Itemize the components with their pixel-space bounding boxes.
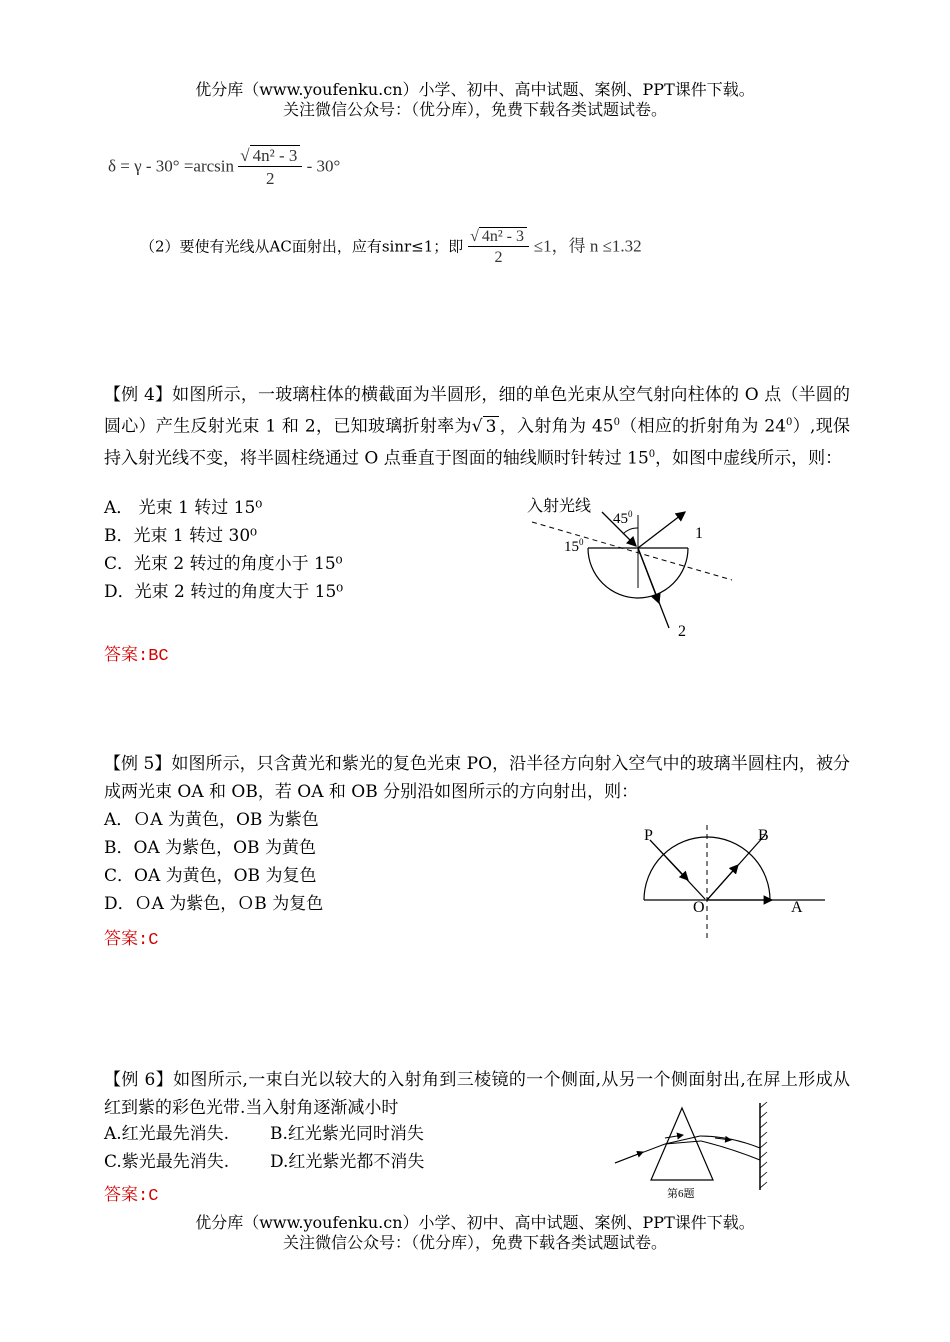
- ex4-fig-angle-15: $15^0$: [564, 537, 584, 555]
- part2-fraction: $\frac{\text{√ 4n² - 3}}{2}$: [468, 228, 529, 267]
- ex4-option-d: D．光束 2 转过的角度大于 15⁰: [104, 582, 344, 602]
- ex4-answer: 答案:BC: [104, 647, 169, 666]
- ex6-fig-screen-hatch: [760, 1102, 767, 1188]
- ex5-fig-label-a: A: [791, 899, 803, 916]
- ex5-text: 如图所示，只含黄光和紫光的复色光束 PO，沿半径方向射入空气中的玻璃半圆柱内，被分成两光束 OA 和 OB，若 OA 和 OB 分别沿如图所示的方向射出，则：: [104, 754, 850, 802]
- ex6-fig-inner-arrow: [665, 1135, 683, 1138]
- ex5-option-d: D．ＯA 为紫色，ＯB 为复色: [104, 894, 324, 914]
- ex6-option-b: B.红光紫光同时消失: [270, 1124, 424, 1144]
- ex5-question: [104, 750, 850, 806]
- part2-prefix: （2）要使有光线从AC面射出，应有sinr≤1；即: [140, 237, 464, 256]
- ex6-text: 如图所示,一束白光以较大的入射角到三棱镜的一个侧面,从另一个侧面射出,在屏上形成从红到紫的彩色光带.当入射角逐渐减小时: [104, 1070, 850, 1118]
- ex5-fig-label-p: P: [644, 827, 653, 844]
- ex4-deg-2: 0: [786, 417, 793, 428]
- ex6-fig-incident-arrow: [615, 1152, 643, 1163]
- ex4-tag: 【例 4】: [104, 385, 173, 405]
- ex6-tag: 【例 6】: [104, 1070, 174, 1090]
- ex6-option-a: A.红光最先消失.: [104, 1124, 230, 1144]
- ex4-question: 【例 4】如图所示，一玻璃柱体的横截面为半圆形，细的单色光束从空气射向柱体的 O 点（半圆的圆心）产生反射光束 1 和 2，已知玻璃折射率为√ 3 ，入射角为 $45^0$（相应的折射角为 $24^0$）,现保持入射光线不变，将半圆柱绕通过 O 点垂直于图面的轴线顺时针转过 $15^0$，如图中虚线所示，则：: [104, 385, 850, 469]
- ex5-tag: 【例 5】: [104, 754, 172, 774]
- ex4-fig-label-2: 2: [678, 623, 686, 640]
- ex4-fig-incident-label: 入射光线: [527, 498, 592, 515]
- ex6-fig-exit-ray-1: [700, 1136, 760, 1148]
- ex4-fig-angle-arc: [623, 528, 638, 534]
- ex4-sqrt: 3: [483, 416, 500, 437]
- header-line-2: 关注微信公众号：（优分库），免费下载各类试题试卷。: [282, 100, 667, 119]
- ex4-fig-label-1: 1: [695, 525, 703, 542]
- ex4-option-b: B．光束 1 转过 30⁰: [104, 526, 257, 546]
- ex5-option-a: A．ＯA 为黄色，OB 为紫色: [104, 810, 319, 830]
- footer-line-2: 关注微信公众号：（优分库），免费下载各类试题试卷。: [282, 1233, 667, 1252]
- ex6-option-c: C.紫光最先消失.: [104, 1152, 230, 1172]
- header-line-1: 优分库（www.youfenku.cn）小学、初中、高中试题、案例、PPT课件下载。: [195, 80, 755, 99]
- ex4-fig-angle-45: $45^0$: [613, 509, 633, 527]
- ex4-text-a: 如图所示，一玻璃柱体的横截面为半圆形，细的单色光束从空气射向柱体的 O 点（半圆的圆心）产生反射光束 1 和 2，已知玻璃折射率为: [104, 385, 850, 437]
- ex5-fig-ray-po-arrow: [650, 840, 688, 880]
- ex4-fig-beam-1: [638, 512, 685, 548]
- ex4-text-b: ，入射角为 45: [499, 416, 614, 437]
- ex4-figure: [520, 490, 750, 650]
- ex4-deg-3: 0: [648, 448, 656, 460]
- part2-den: 2: [468, 246, 529, 267]
- ex4-text-c: （相应的折射角为 24: [619, 416, 787, 437]
- part2-sqrt: 4n² - 3: [479, 227, 527, 245]
- ex4-text-d: ）,现保持入射光线不变，将半圆柱绕通过 O 点垂直于图面的轴线顺时针转过 15: [104, 416, 850, 469]
- ex5-option-c: C．OA 为黄色，OB 为复色: [104, 866, 317, 886]
- ex5-answer: 答案:C: [104, 931, 159, 950]
- ex5-fig-ray-ob-arrow: [707, 865, 738, 900]
- ex5-fig-label-o: O: [693, 899, 705, 916]
- formula-delta-den: 2: [238, 166, 302, 189]
- ex6-fig-caption: 第6题: [667, 1188, 695, 1200]
- footer-line-1: 优分库（www.youfenku.cn）小学、初中、高中试题、案例、PPT课件下载。: [195, 1213, 755, 1232]
- formula-delta-sqrt: 4n² - 3: [250, 145, 301, 165]
- ex4-option-c: C．光束 2 转过的角度小于 15⁰: [104, 554, 343, 574]
- ex5-fig-label-b: B: [758, 827, 769, 844]
- part2-suffix: ≤1，得 n ≤1.32: [533, 236, 642, 256]
- ex6-figure: [605, 1098, 780, 1200]
- ex6-answer: 答案:C: [104, 1187, 159, 1206]
- ex5-figure: [620, 820, 830, 942]
- formula-delta: [108, 146, 340, 189]
- ex6-fig-exit-ray-2: [701, 1141, 760, 1160]
- ex4-text-e: ，如图中虚线所示，则：: [655, 448, 843, 469]
- part2-line: [140, 228, 642, 267]
- formula-delta-fraction: $\frac{\text{√ 4n² - 3}}{2}$: [238, 146, 302, 189]
- ex6-option-d: D.红光紫光都不消失: [270, 1152, 425, 1172]
- formula-delta-tail: - 30°: [306, 156, 341, 176]
- ex5-option-b: B．OA 为紫色，OB 为黄色: [104, 838, 316, 858]
- ex6-fig-prism: [651, 1108, 713, 1180]
- ex4-option-a: A． 光束 1 转过 15⁰: [104, 498, 263, 518]
- formula-delta-lhs: δ = γ - 30° =arcsin: [108, 156, 234, 176]
- ex4-deg-1: 0: [613, 417, 620, 428]
